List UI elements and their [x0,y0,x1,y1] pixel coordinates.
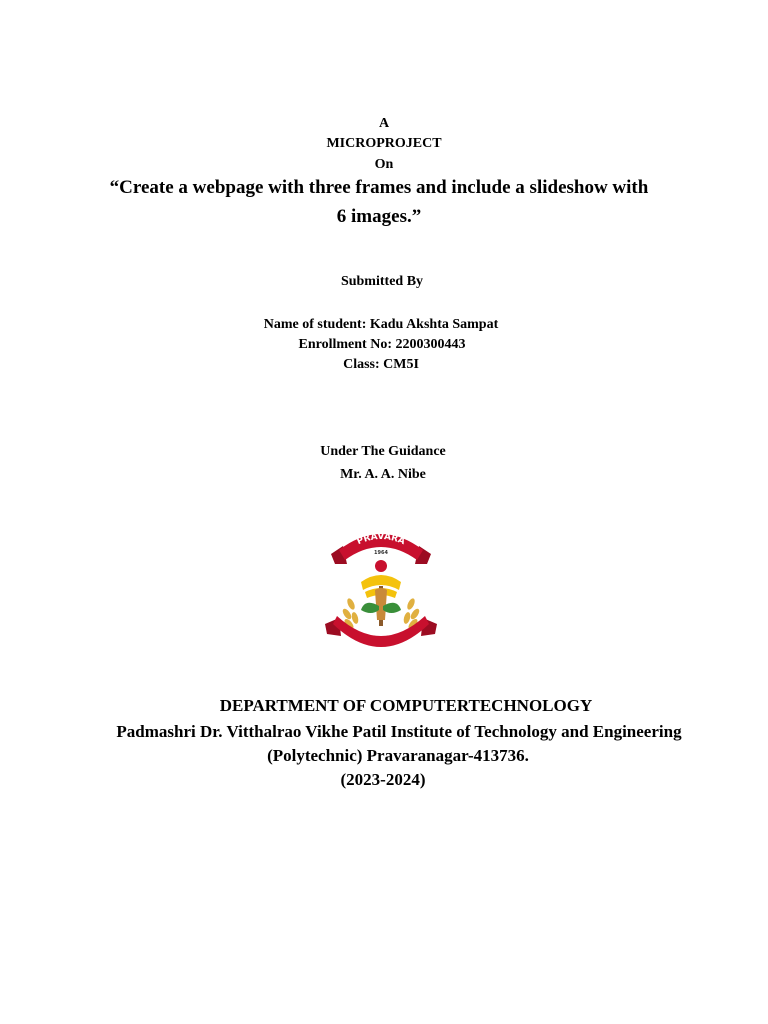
submitted-by-heading: Submitted By [340,274,424,289]
project-title-line-2: 6 images.” [336,206,422,227]
logo-banner-text: PRAVARA [355,531,407,548]
institute-name-line-1: Padmashri Dr. Vitthalrao Vikhe Patil Institute of Technology and Engineering [116,722,682,741]
pravara-logo-graphic [325,520,437,655]
project-title-line-1: “Create a webpage with three frames and include a slideshow with [109,177,649,198]
guidance-heading: Under The Guidance [320,444,446,459]
cover-label-a: A [378,116,390,131]
logo-year: 1964 [374,550,388,556]
institute-logo [325,520,437,655]
guide-name: Mr. A. A. Nibe [340,467,426,482]
student-name: Name of student: Kadu Akshta Sampat [263,317,499,332]
cover-label-on: On [374,157,394,172]
academic-year: (2023-2024) [340,770,426,789]
cover-label-microproject: MICROPROJECT [326,136,442,151]
enrollment-number: Enrollment No: 2200300443 [298,337,466,352]
department-name: DEPARTMENT OF COMPUTERTECHNOLOGY [219,696,593,715]
logo-flame-icon [375,560,387,572]
institute-name-line-2: (Polytechnic) Pravaranagar-413736. [267,746,529,765]
class-name: Class: CM5I [343,357,419,372]
